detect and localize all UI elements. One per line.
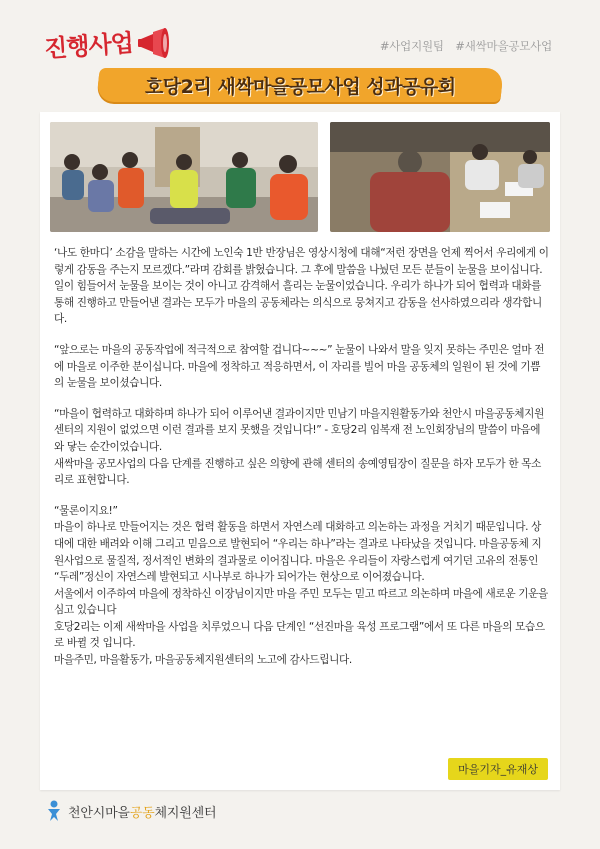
hashtag[interactable]: #새싹마을공모사업 bbox=[455, 39, 552, 53]
paragraph: “물론이지요!” bbox=[54, 504, 118, 517]
paragraph: 마을주민, 마을활동가, 마을공동체지원센터의 노고에 감사드립니다. bbox=[54, 654, 352, 667]
paragraph: 호당2리는 이제 새싹마을 사업을 치루었으니 다음 단계인 “선진마을 육성 프로그램”에서 또 다른 마을의 모습으로 바뀔 것 입니다. bbox=[54, 620, 545, 650]
footer-logo bbox=[46, 800, 216, 822]
footer-org-name: 천안시마을공동체지원센터 bbox=[68, 805, 217, 821]
article-card bbox=[40, 112, 560, 790]
hashtag-list bbox=[372, 38, 552, 54]
brand-logo bbox=[44, 22, 171, 64]
hashtag[interactable]: #사업지원팀 bbox=[379, 39, 444, 53]
photo-residents-seated bbox=[50, 122, 318, 232]
brand-text: 진행사업 bbox=[43, 28, 134, 63]
reporter-badge: 마을기자_유재상 bbox=[448, 758, 548, 780]
paragraph: “앞으로는 마을의 공동작업에 적극적으로 참여할 겁니다~~~” 눈물이 나와서 말을 잊지 못하는 주민은 얼마 전에 마을로 이주한 분이십니다. 마을에 정착하고 적응하면서, 이 자리를 빌어 마을 공동체의 일원이 된 것에 기쁨의 눈물을 보이셨습니다. bbox=[54, 343, 545, 390]
title-banner bbox=[96, 68, 504, 102]
article-body bbox=[54, 245, 550, 669]
paragraph: “마을이 협력하고 대화하며 하나가 되어 이루어낸 결과이지만 민남기 마을지원활동가와 천안시 마을공동체지원센터의 지원이 없었으면 이런 결과를 보지 못했을 것입니다!” - 호당2리 임복재 전 노인회장님의 말씀이 마음에 와 닿는 순간이었습니다. bbox=[54, 407, 544, 453]
person-icon bbox=[46, 800, 62, 822]
megaphone-icon bbox=[137, 28, 171, 58]
paragraph: ‘나도 한마디’ 소감을 말하는 시간에 노인숙 1반 반장님은 영상시청에 대해“저런 장면을 언제 찍어서 우리에게 이렇게 감동을 주는지 모르겠다.”라며 감회를 밝혔습니다. 그 후에 말씀을 나눴던 모든 분들이 눈물을 보이십니다. 일이 힘들어서 눈물을 보이는 것이 아니고 감격해서 흘리는 눈물이었습니다. 우리가 하나가 되어 협력과 대화를 통해 진행하고 만들어낸 결과는 모두가 마을의 공동체라는 의식으로 뭉쳐지고 감동을 선사하였으리라 생각합니다. bbox=[54, 247, 549, 326]
paragraph: 마을이 하나로 만들어지는 것은 협력 활동을 하면서 자연스레 대화하고 의논하는 과정을 거치기 때문입니다. 상대에 대한 배려와 이해 그리고 믿음으로 발현되어 “우리는 하나”라는 결과로 나타났을 것입니다. 마을공동체 지원사업으로 물질적, 정서적인 변화의 결과물로 이어집니다. 마을은 우리들이 자랑스럽게 여기던 고유의 전통인 “두레”정신이 자연스레 발현되고 시나부로 하나가 되어가는 현상으로 이어졌습니다. bbox=[54, 521, 542, 584]
paragraph: 새싹마을 공모사업의 다음 단계를 진행하고 싶은 의향에 관해 센터의 송예영팀장이 질문을 하자 모두가 한 목소리로 표현합니다. bbox=[54, 457, 542, 487]
paragraph: 서울에서 이주하여 마을에 정착하신 이장님이지만 마을 주민 모두는 믿고 따르고 의논하며 마을에 새로운 기운을 심고 있습니다 bbox=[54, 587, 548, 617]
page-title: 호당2리 새싹마을공모사업 성과공유회 bbox=[144, 75, 456, 98]
photo-residents-writing bbox=[330, 122, 550, 232]
